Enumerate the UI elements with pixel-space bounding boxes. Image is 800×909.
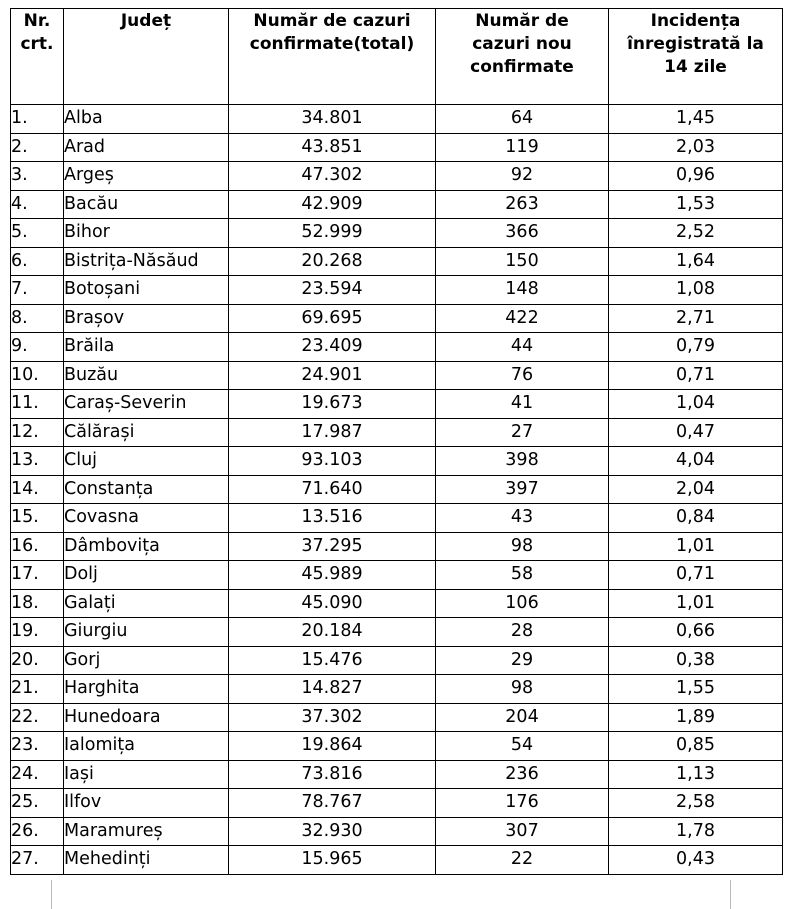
table-row [11, 447, 783, 476]
table-row [11, 475, 783, 504]
cell-new-cases: 150 [436, 247, 609, 276]
header-inc-line2: înregistrată la [627, 34, 764, 54]
cell-new-cases: 58 [436, 561, 609, 590]
cell-total-cases: 20.268 [229, 247, 436, 276]
cell-judet: Brăila [64, 333, 229, 362]
cell-incidence: 0,96 [609, 162, 783, 191]
cell-total-cases: 45.989 [229, 561, 436, 590]
covid-county-table [10, 8, 783, 875]
page-margin-guide-left [51, 880, 52, 909]
cell-judet: Caraș-Severin [64, 390, 229, 419]
cell-nr: 20. [11, 646, 64, 675]
header-new-line1: Număr de [475, 11, 569, 31]
cell-judet: Ilfov [64, 789, 229, 818]
table-row [11, 703, 783, 732]
cell-judet: Dâmbovița [64, 532, 229, 561]
cell-nr: 24. [11, 760, 64, 789]
cell-incidence: 2,71 [609, 304, 783, 333]
cell-new-cases: 397 [436, 475, 609, 504]
cell-judet: Constanța [64, 475, 229, 504]
cell-incidence: 1,01 [609, 589, 783, 618]
table-row [11, 190, 783, 219]
cell-nr: 22. [11, 703, 64, 732]
cell-new-cases: 422 [436, 304, 609, 333]
header-incidence [609, 9, 783, 105]
cell-nr: 21. [11, 675, 64, 704]
table-row [11, 247, 783, 276]
cell-new-cases: 236 [436, 760, 609, 789]
page-margin-guide-right [730, 880, 731, 909]
cell-incidence: 2,03 [609, 133, 783, 162]
header-total-cases [229, 9, 436, 105]
cell-new-cases: 54 [436, 732, 609, 761]
cell-nr: 23. [11, 732, 64, 761]
cell-incidence: 1,53 [609, 190, 783, 219]
cell-judet: Brașov [64, 304, 229, 333]
cell-total-cases: 23.594 [229, 276, 436, 305]
cell-total-cases: 15.476 [229, 646, 436, 675]
cell-new-cases: 44 [436, 333, 609, 362]
cell-judet: Bistrița-Năsăud [64, 247, 229, 276]
table-row [11, 276, 783, 305]
table-row [11, 162, 783, 191]
cell-nr: 9. [11, 333, 64, 362]
cell-incidence: 0,38 [609, 646, 783, 675]
table-header-row [11, 9, 783, 105]
header-total-line2: confirmate(total) [249, 34, 415, 54]
table-row [11, 304, 783, 333]
cell-new-cases: 98 [436, 675, 609, 704]
cell-total-cases: 19.673 [229, 390, 436, 419]
table-row [11, 133, 783, 162]
table-row [11, 846, 783, 875]
cell-new-cases: 119 [436, 133, 609, 162]
cell-incidence: 1,01 [609, 532, 783, 561]
cell-new-cases: 27 [436, 418, 609, 447]
table-row [11, 589, 783, 618]
cell-nr: 11. [11, 390, 64, 419]
cell-total-cases: 52.999 [229, 219, 436, 248]
cell-total-cases: 73.816 [229, 760, 436, 789]
cell-total-cases: 13.516 [229, 504, 436, 533]
cell-new-cases: 98 [436, 532, 609, 561]
cell-incidence: 1,04 [609, 390, 783, 419]
cell-new-cases: 366 [436, 219, 609, 248]
cell-nr: 25. [11, 789, 64, 818]
cell-total-cases: 15.965 [229, 846, 436, 875]
cell-incidence: 1,45 [609, 105, 783, 134]
cell-nr: 1. [11, 105, 64, 134]
table-row [11, 418, 783, 447]
cell-nr: 15. [11, 504, 64, 533]
cell-judet: Bacău [64, 190, 229, 219]
cell-nr: 6. [11, 247, 64, 276]
cell-judet: Ialomița [64, 732, 229, 761]
cell-nr: 4. [11, 190, 64, 219]
cell-judet: Gorj [64, 646, 229, 675]
cell-new-cases: 106 [436, 589, 609, 618]
cell-new-cases: 307 [436, 817, 609, 846]
cell-total-cases: 93.103 [229, 447, 436, 476]
cell-judet: Buzău [64, 361, 229, 390]
cell-judet: Arad [64, 133, 229, 162]
cell-incidence: 0,71 [609, 361, 783, 390]
cell-total-cases: 47.302 [229, 162, 436, 191]
cell-new-cases: 76 [436, 361, 609, 390]
cell-judet: Botoșani [64, 276, 229, 305]
cell-nr: 18. [11, 589, 64, 618]
cell-nr: 14. [11, 475, 64, 504]
cell-incidence: 1,13 [609, 760, 783, 789]
cell-total-cases: 19.864 [229, 732, 436, 761]
table-row [11, 504, 783, 533]
cell-new-cases: 43 [436, 504, 609, 533]
header-nr-line1: Nr. [23, 11, 51, 31]
cell-judet: Mehedinți [64, 846, 229, 875]
cell-total-cases: 20.184 [229, 618, 436, 647]
cell-new-cases: 204 [436, 703, 609, 732]
table-row [11, 105, 783, 134]
table-body [11, 105, 783, 875]
table-row [11, 732, 783, 761]
cell-total-cases: 37.295 [229, 532, 436, 561]
cell-total-cases: 24.901 [229, 361, 436, 390]
cell-incidence: 0,66 [609, 618, 783, 647]
cell-judet: Călărași [64, 418, 229, 447]
header-judet-label: Județ [120, 11, 172, 31]
cell-incidence: 4,04 [609, 447, 783, 476]
cell-judet: Dolj [64, 561, 229, 590]
cell-judet: Giurgiu [64, 618, 229, 647]
cell-nr: 3. [11, 162, 64, 191]
header-nr-crt [11, 9, 64, 105]
table-row [11, 219, 783, 248]
cell-incidence: 0,84 [609, 504, 783, 533]
cell-judet: Iași [64, 760, 229, 789]
cell-incidence: 2,52 [609, 219, 783, 248]
cell-total-cases: 71.640 [229, 475, 436, 504]
cell-nr: 16. [11, 532, 64, 561]
cell-judet: Maramureș [64, 817, 229, 846]
cell-new-cases: 41 [436, 390, 609, 419]
cell-incidence: 0,71 [609, 561, 783, 590]
cell-nr: 7. [11, 276, 64, 305]
cell-total-cases: 14.827 [229, 675, 436, 704]
cell-incidence: 1,78 [609, 817, 783, 846]
table-row [11, 760, 783, 789]
cell-total-cases: 34.801 [229, 105, 436, 134]
cell-incidence: 1,64 [609, 247, 783, 276]
table-row [11, 817, 783, 846]
cell-nr: 26. [11, 817, 64, 846]
cell-new-cases: 64 [436, 105, 609, 134]
cell-judet: Covasna [64, 504, 229, 533]
cell-incidence: 0,79 [609, 333, 783, 362]
cell-nr: 10. [11, 361, 64, 390]
cell-new-cases: 22 [436, 846, 609, 875]
cell-incidence: 1,89 [609, 703, 783, 732]
cell-judet: Argeș [64, 162, 229, 191]
cell-total-cases: 42.909 [229, 190, 436, 219]
table-row [11, 789, 783, 818]
cell-nr: 27. [11, 846, 64, 875]
cell-incidence: 0,43 [609, 846, 783, 875]
cell-incidence: 0,85 [609, 732, 783, 761]
cell-new-cases: 29 [436, 646, 609, 675]
table-row [11, 561, 783, 590]
cell-new-cases: 263 [436, 190, 609, 219]
cell-nr: 2. [11, 133, 64, 162]
cell-total-cases: 78.767 [229, 789, 436, 818]
cell-nr: 5. [11, 219, 64, 248]
cell-nr: 19. [11, 618, 64, 647]
header-new-line2: cazuri nou [472, 34, 572, 54]
header-nr-line2: crt. [20, 34, 54, 54]
header-total-line1: Număr de cazuri [253, 11, 411, 31]
cell-nr: 13. [11, 447, 64, 476]
cell-total-cases: 32.930 [229, 817, 436, 846]
cell-incidence: 2,04 [609, 475, 783, 504]
cell-incidence: 0,47 [609, 418, 783, 447]
cell-total-cases: 17.987 [229, 418, 436, 447]
cell-new-cases: 92 [436, 162, 609, 191]
table-row [11, 333, 783, 362]
cell-nr: 8. [11, 304, 64, 333]
table-row [11, 675, 783, 704]
cell-new-cases: 28 [436, 618, 609, 647]
table-row [11, 646, 783, 675]
cell-new-cases: 176 [436, 789, 609, 818]
cell-judet: Harghita [64, 675, 229, 704]
header-new-cases [436, 9, 609, 105]
cell-incidence: 2,58 [609, 789, 783, 818]
cell-nr: 12. [11, 418, 64, 447]
table-row [11, 361, 783, 390]
header-new-line3: confirmate [470, 57, 574, 77]
cell-judet: Bihor [64, 219, 229, 248]
cell-total-cases: 69.695 [229, 304, 436, 333]
cell-total-cases: 23.409 [229, 333, 436, 362]
cell-incidence: 1,08 [609, 276, 783, 305]
cell-judet: Alba [64, 105, 229, 134]
table-row [11, 390, 783, 419]
header-inc-line1: Incidența [650, 11, 741, 31]
cell-nr: 17. [11, 561, 64, 590]
cell-new-cases: 148 [436, 276, 609, 305]
cell-incidence: 1,55 [609, 675, 783, 704]
header-judet [64, 9, 229, 105]
cell-judet: Cluj [64, 447, 229, 476]
cell-new-cases: 398 [436, 447, 609, 476]
table-row [11, 618, 783, 647]
header-inc-line3: 14 zile [664, 57, 727, 77]
cell-total-cases: 37.302 [229, 703, 436, 732]
cell-total-cases: 45.090 [229, 589, 436, 618]
cell-judet: Galați [64, 589, 229, 618]
cell-judet: Hunedoara [64, 703, 229, 732]
cell-total-cases: 43.851 [229, 133, 436, 162]
table-row [11, 532, 783, 561]
